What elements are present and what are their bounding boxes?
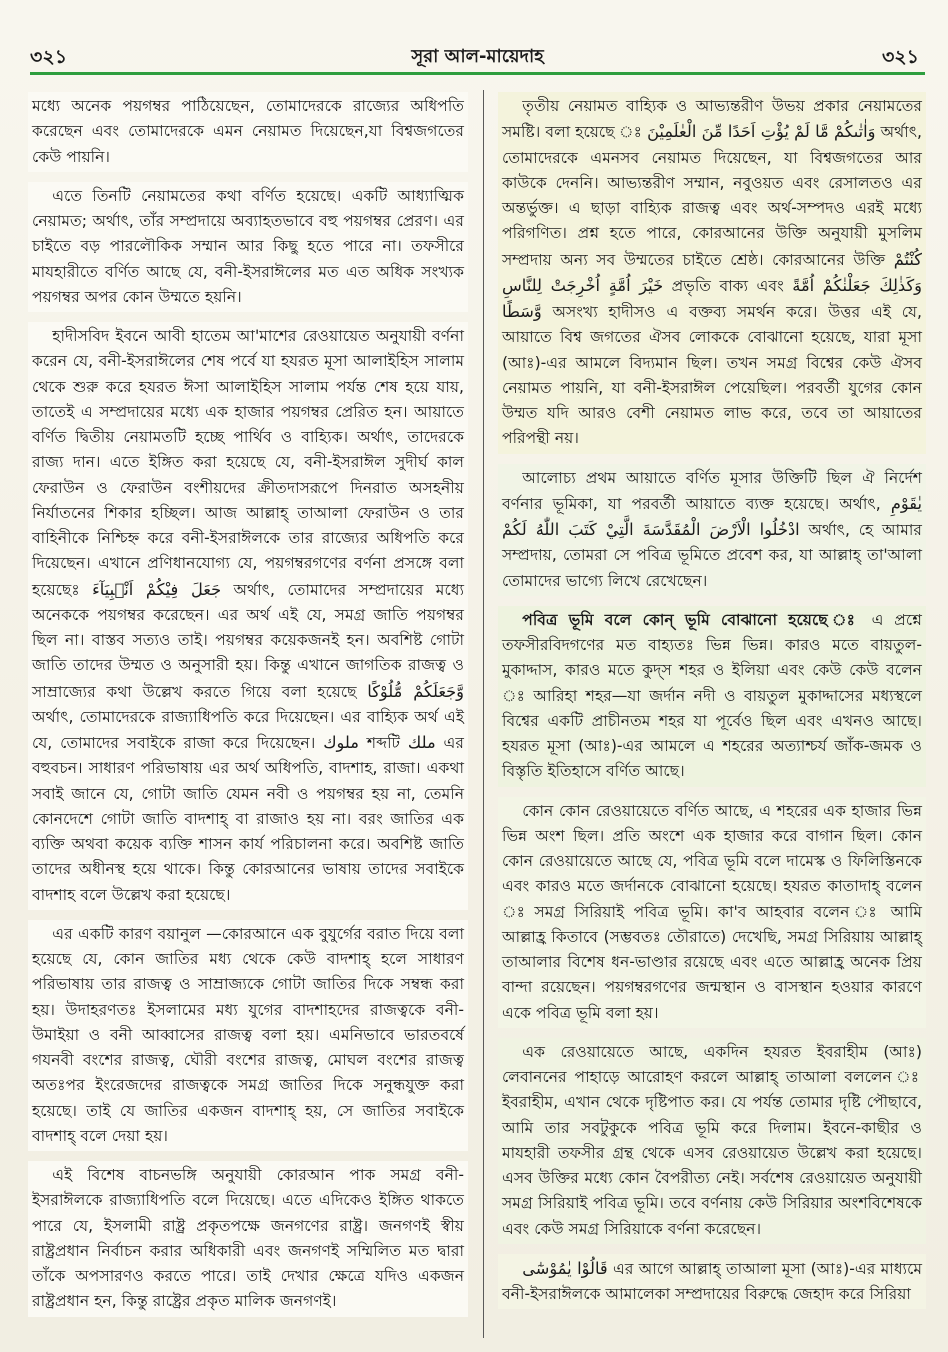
left-column [28, 92, 468, 1338]
text-run: হাদীসবিদ ইবনে আবী হাতেম আ'মাশের রেওয়ায়েত অনুযায়ী বর্ণনা করেন যে, বনী-ইসরাঈলের শেষ পর্বে যা হযরত মূসা আলাইহিস সালাম থেকে শুরু করে হযরত ঈসা আলাইহিস সালাম পর্যন্ত শেষ হয়ে যায়, তাতেই এ সম্প্রদায়ের মধ্যে এক হাজার পয়গম্বর প্রেরিত হন। আয়াতে বর্ণিত দ্বিতীয় নেয়ামতটি হচ্ছে পার্থিব ও বাহ্যিক। অর্থাৎ, তাদেরকে রাজ্য দান। এতে ইঙ্গিত করা হয়েছে যে, বনী-ইসরাঈল সুদীর্ঘ কাল ফেরাউন ও ফেরাউন বংশীয়দের ক্রীতদাসরূপে দিনরাত অসহনীয় নির্যাতনের শিকার হচ্ছিল। আজ আল্লাহ্ তাআলা ফেরাউন ও তার বাহিনীকে নিশ্চিহ্ন করে বনী-ইসরাঈলকে তার রাজ্যের অধিপতি করে দিয়েছেন। এখানে প্রণিধানযোগ্য যে, পয়গম্বরগণের বর্ণনা প্রসঙ্গে বলা হয়েছেঃ [32, 327, 464, 599]
bold-heading: পবিত্র ভূমি বলে কোন্ ভূমি বোঝানো হয়েছে ঃ [522, 610, 861, 629]
text-run: এই বিশেষ বাচনভঙ্গি অনুযায়ী কোরআন পাক সমগ্র বনী-ইসরাঈলকে রাজ্যাধিপতি বলে দিয়েছে। এতে এদিকেও ইঙ্গিত থাকতে পারে যে, ইসলামী রাষ্ট্র প্রকৃতপক্ষে জনগণের রাষ্ট্র। জনগণই স্বীয় রাষ্ট্রপ্রধান নির্বাচন করার অধিকারী এবং জনগণই সম্মিলিত মত দ্বারা তাঁকে অপসারণও করতে পারে। তাই দেখার ক্ষেত্রে যদিও একজন রাষ্ট্রপ্রধান হন, কিন্তু রাষ্ট্রের প্রকৃত মালিক জনগণই। [32, 1166, 464, 1311]
text-run: কোন কোন রেওয়ায়েতে বর্ণিত আছে, এ শহরের এক হাজার ভিন্ন ভিন্ন অংশ ছিল। প্রতি অংশে এক হাজার করে বাগান ছিল। কোন কোন রেওয়ায়েতে আছে যে, পবিত্র ভূমি বলে দামেস্ক ও ফিলিস্তিনকে এবং কারও মতে জর্দানকে বোঝানো হয়েছে। হযরত কাতাদাহ্ বলেন ঃ সমগ্র সিরিয়াই পবিত্র ভূমি। কা'ব আহবার বলেন ঃ আমি আল্লাহ্র কিতাবে (সম্ভবতঃ তৌরাতে) দেখেছি, সমগ্র সিরিয়ায় আল্লাহ্ তাআলার বিশেষ ধন-ভাণ্ডার রয়েছে এবং এতে আল্লাহ্র অনেক প্রিয় বান্দা রয়েছেন। পয়গম্বরগণের জন্মস্থান ও বাসস্থান হওয়ার কারণে একে পবিত্র ভূমি বলা হয়। [502, 801, 922, 1022]
text-run: শব্দটি [359, 734, 408, 753]
header-rule [30, 72, 925, 75]
page-number-left: ৩২১ [30, 46, 68, 68]
text-run: এর বহুবচন। সাধারণ পরিভাষায় এর অর্থ অধিপতি, বাদশাহ, রাজা। একথা সবাই জানে যে, গোটা জাতি যেমন নবী ও পয়গম্বর হয় না, তেমনি কোনদেশে গোটা জাতি বাদশাহ্ বা রাজাও হয় না। বরং জাতির এক ব্যক্তি অথবা কয়েক ব্যক্তি শাসন কার্য পরিচালনা করে। অবশিষ্ট জাতি তাদের অধীনস্থ হয়ে থাকে। কিন্তু কোরআনের ভাষায় তাদের সবাইকে বাদশাহ বলে উল্লেখ করা হয়েছে। [32, 734, 464, 904]
paragraph [498, 606, 926, 787]
arabic-quote: وَاٰتٰىكُمْ مَّا لَمْ يُؤْتِ اَحَدًا مِّنَ الْعٰلَمِيْنَ [647, 122, 876, 142]
arabic-quote: كُنْتُمْ خَيْرَ اُمَّةٍ اُخْرِجَتْ لِلنَّاسِ [502, 249, 922, 295]
right-column [498, 92, 926, 1338]
text-run: তৃতীয় নেয়ামত বাহ্যিক ও আভ্যন্তরীণ উভয় প্রকার নেয়ামতের সমষ্টি। বলা হয়েছে ঃ [502, 97, 922, 142]
text-run: অর্থাৎ, তোমাদের সম্প্রদায়ের মধ্যে অনেককে পয়গম্বর করেছেন। এর অর্থ এই যে, সমগ্র জাতি পয়গম্বর ছিল না। বাস্তব সত্যও তাই। পয়গম্বর কয়েকজনই হন। অবশিষ্ট গোটা জাতি তাদের উম্মত ও অনুসারী হয়। কিন্তু এখানে জাগতিক রাজত্ব ও সাম্রাজ্যের কথা উল্লেখ করতে গিয়ে বলা হয়েছে [32, 580, 464, 701]
text-run: মধ্যে অনেক পয়গম্বর পাঠিয়েছেন, তোমাদেরকে রাজ্যের অধিপতি করেছেন এবং তোমাদেরকে এমন নেয়ামত দিয়েছেন,যা বিশ্বজগতের কেউ পায়নি। [32, 97, 464, 166]
arabic-quote: وَّجَعَلَكُمْ مُّلُوْكًا [367, 681, 464, 701]
arabic-quote: جَعَلَ فِيْكُمْ اَنْۢبِيَآءَ [92, 579, 222, 599]
arabic-quote: وَكَذٰلِكَ جَعَلْنٰكُمْ اُمَّةً وَّسَطًا [502, 275, 922, 322]
text-run: আলোচ্য প্রথম আয়াতে বর্ণিত মূসার উক্তিটি ছিল ঐ নির্দেশ বর্ণনার ভূমিকা, যা পরবর্তী আয়াতে ব্যক্ত হয়েছে। অর্থাৎ, [502, 468, 922, 513]
paragraph [498, 1254, 926, 1310]
text-run: অর্থাৎ, তোমাদেরকে এমনসব নেয়ামত দিয়েছেন, যা বিশ্বজগতের আর কাউকে দেননি। আভ্যন্তরীণ সম্মান, নবুওয়ত এবং রেসালতও এর অন্তর্ভুক্ত। এ ছাড়া বাহ্যিক রাজত্ব এবং অর্থ-সম্পদও এরই মধ্যে পরিগণিত। প্রশ্ন হতে পারে, কোরআনের উক্তি অনুযায়ী মুসলিম সম্প্রদায় অন্য সব উম্মতের চাইতে শ্রেষ্ঠ। কোরআনের উক্তি [502, 123, 922, 269]
running-header [30, 44, 925, 70]
paragraph [498, 1038, 926, 1244]
arabic-quote: قَالُوْا يٰمُوْسٰٓى [522, 1258, 608, 1278]
text-run: অর্থাৎ, হে আমার সম্প্রদায়, তোমরা সে পবিত্র ভূমিতে প্রবেশ কর, যা আল্লাহ্ তা'আলা তোমাদের ভাগ্যে লিখে রেখেছেন। [502, 521, 922, 590]
paragraph [498, 92, 926, 454]
paragraph [498, 797, 926, 1028]
arabic-quote: يٰقَوْمِ ادْخُلُوا الْاَرْضَ الْمُقَدَّسَةَ الَّتِيْ كَتَبَ اللّٰهُ لَكُمْ [502, 493, 922, 540]
text-run: অসংখ্য হাদীসও এ বক্তব্য সমর্থন করে। উত্তর এই যে, আয়াতে বিশ্ব জগতের ঐসব লোককে বোঝানো হয়েছে, যারা মূসা (আঃ)-এর আমলে বিদ্যমান ছিল। তখন সমগ্র বিশ্বের কেউ ঐসব নেয়ামত পায়নি, যা বনী-ইসরাঈল পেয়েছিল। পরবর্তী যুগের কোন উম্মত যদি আরও বেশী নেয়ামত লাভ করে, তবে তা আয়াতের পরিপন্থী নয়। [502, 303, 922, 448]
paragraph [28, 182, 468, 312]
text-run: অর্থাৎ, তোমাদেরকে রাজ্যাধিপতি করে দিয়েছেন। এর বাহ্যিক অর্থ এই যে, তোমাদের সবাইকে রাজা করে দিয়েছেন। [32, 707, 464, 753]
text-run: এতে তিনটি নেয়ামতের কথা বর্ণিত হয়েছে। একটি আধ্যাত্মিক নেয়ামত; অর্থাৎ, তাঁর সম্প্রদায়ে অব্যাহতভাবে বহু পয়গম্বর প্রেরণ। এর চাইতে বড় পারলৌকিক সম্মান আর কিছু হতে পারে না। তফসীরে মাযহারীতে বর্ণিত আছে যে, বনী-ইসরাঈলের মত এত অধিক সংখ্যক পয়গম্বর অপর কোন উম্মতে হয়নি। [32, 186, 464, 306]
text-run: এক রেওয়ায়েতে আছে, একদিন হযরত ইবরাহীম (আঃ) লেবাননের পাহাড়ে আরোহণ করলে আল্লাহ্ তাআলা বললেন ঃ ইবরাহীম, এখান থেকে দৃষ্টিপাত কর। যে পর্যন্ত তোমার দৃষ্টি পৌছাবে, আমি তার সবটুকুকে পবিত্র ভূমি করে দিলাম। ইবনে-কাছীর ও মাযহারী তফসীর গ্রন্থ থেকে এসব রেওয়ায়েত উল্লেখ করা হয়েছে। এসব উক্তির মধ্যে কোন বৈপরীত্য নেই। সর্বশেষ রেওয়ায়েত অনুযায়ী সমগ্র সিরিয়াই পবিত্র ভূমি। তবে বর্ণনায় কেউ সিরিয়ার অংশবিশেষকে এবং কেউ সমগ্র সিরিয়াকে বর্ণনা করেছেন। [502, 1042, 922, 1238]
paragraph [28, 1161, 468, 1317]
text-run: প্রভৃতি বাক্য এবং [663, 276, 793, 295]
paragraph [28, 322, 468, 910]
paragraph [28, 920, 468, 1151]
column-divider [483, 90, 484, 1338]
text-run: এ প্রশ্নে তফসীরবিদগণের মত বাহ্যতঃ ভিন্ন ভিন্ন। কারও মতে বায়তুল-মুকাদ্দাস, কারও মতে কুদ্‌স শহর ও ইলিয়া এবং কেউ কেউ বলেন ঃ আরিহা শহর—যা জর্দান নদী ও বায়তুল মুকাদ্দাসের মধ্যস্থলে বিশ্বের একটি প্রাচীনতম শহর যা পূর্বেও ছিল এবং এখনও আছে। হযরত মূসা (আঃ)-এর আমলে এ শহরের অত্যাশ্চর্য জাঁক-জমক ও বিস্তৃতি ইতিহাসে বর্ণিত আছে। [502, 610, 923, 781]
paragraph [28, 92, 468, 172]
arabic-quote: ملوك [323, 733, 359, 753]
page-number-right: ৩২১ [881, 46, 919, 68]
paragraph [498, 464, 926, 596]
surah-title: সূরা আল-মায়েদাহ [411, 46, 544, 67]
arabic-quote: ملك [407, 733, 436, 753]
text-run: এর একটি কারণ বয়ানুল —কোরআনে এক বুযুর্গের বরাত দিয়ে বলা হয়েছে যে, কোন জাতির মধ্য থেকে কেউ বাদশাহ্ হলে সাধারণ পরিভাষায় তার রাজত্ব ও সাম্রাজ্যকে গোটা জাতির দিকে সম্বন্ধ করা হয়। উদাহরণতঃ ইসলামের মধ্য যুগের বাদশাহদের রাজত্বকে বনী-উমাইয়া ও বনী আব্বাসের রাজত্ব বলা হয়। এমনিভাবে ভারতবর্ষে গযনবী বংশের রাজত্ব, ঘৌরী বংশের রাজত্ব, মোঘল বংশের রাজত্ব অতঃপর ইংরেজদের রাজত্বকে সমগ্র জাতির দিকে সনুন্ধযুক্ত করা হয়েছে। তাই যে জাতির একজন বাদশাহ্ হয়, সে জাতির সবাইকে বাদশাহ্ বলে দেয়া হয়। [32, 924, 464, 1145]
text-run: এর আগে আল্লাহ্ তাআলা মূসা (আঃ)-এর মাধ্যমে বনী-ইসরাঈলকে আমালেকা সম্প্রদায়ের বিরুদ্ধে জেহাদ করে সিরিয়া [502, 1259, 922, 1304]
